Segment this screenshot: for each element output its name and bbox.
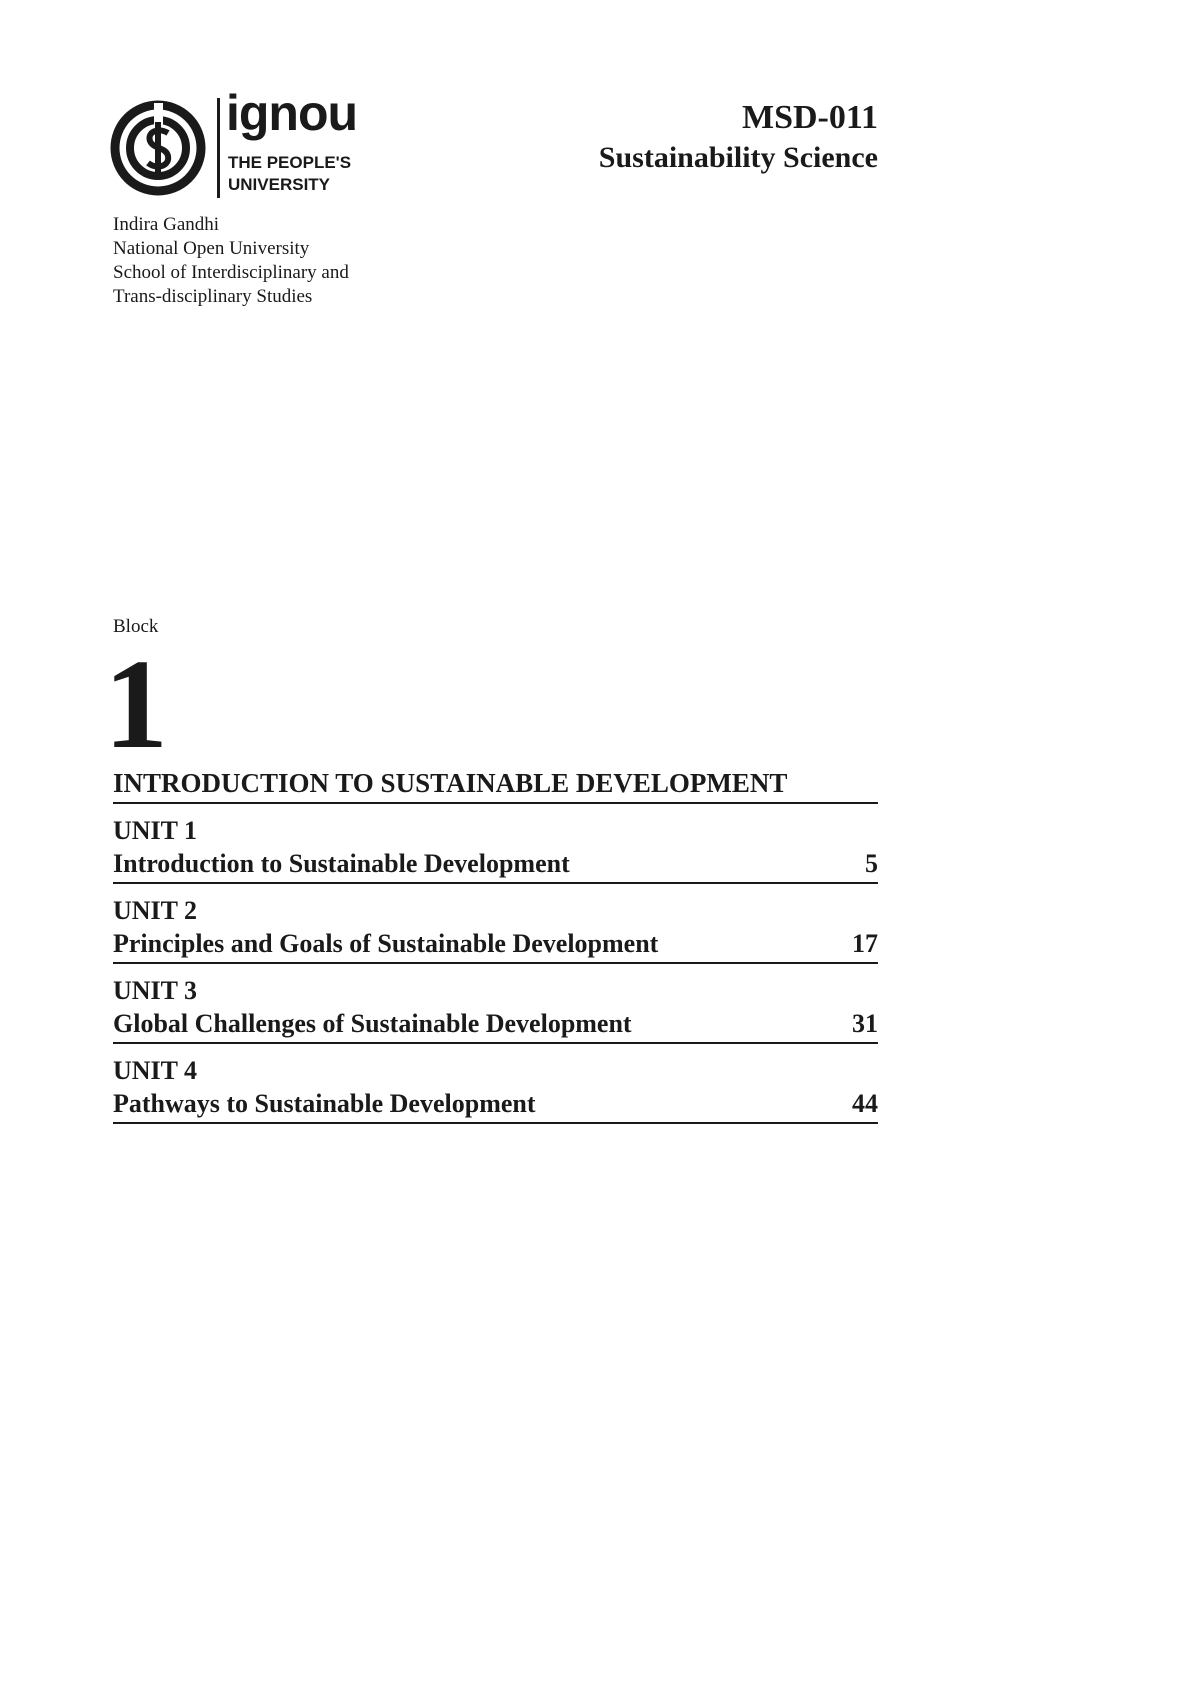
block-label: Block <box>113 616 159 637</box>
unit-row <box>113 927 878 961</box>
table-of-contents <box>113 766 878 1124</box>
unit-title: Pathways to Sustainable Development <box>113 1089 536 1118</box>
course-title: Sustainability Science <box>598 141 878 174</box>
unit-row <box>113 1007 878 1041</box>
institution-line-3: School of Interdisciplinary and <box>113 262 349 283</box>
institution-address <box>113 213 349 309</box>
tagline-line-2: UNIVERSITY <box>228 175 331 194</box>
logo-divider <box>217 98 220 198</box>
tagline-line-1: THE PEOPLE'S <box>228 153 352 172</box>
unit-label: UNIT 3 <box>113 976 198 1005</box>
unit-label: UNIT 1 <box>113 816 198 845</box>
block-number: 1 <box>104 633 168 775</box>
institution-line-4: Trans-disciplinary Studies <box>113 286 313 307</box>
toc-entry[interactable] <box>113 1044 878 1124</box>
toc-entry[interactable] <box>113 804 878 884</box>
toc-entry[interactable] <box>113 884 878 964</box>
logo-tagline <box>228 152 351 196</box>
unit-title: Global Challenges of Sustainable Development <box>113 1009 632 1038</box>
unit-row <box>113 847 878 881</box>
ignou-emblem-icon <box>110 100 210 200</box>
unit-page-number: 31 <box>852 1009 878 1038</box>
unit-title: Introduction to Sustainable Development <box>113 849 570 878</box>
unit-page-number: 17 <box>852 929 878 958</box>
unit-row <box>113 1087 878 1121</box>
course-header <box>599 98 878 178</box>
ignou-logo <box>110 85 370 206</box>
toc-entry[interactable] <box>113 964 878 1044</box>
unit-label: UNIT 4 <box>113 1056 198 1085</box>
unit-label: UNIT 2 <box>113 896 198 925</box>
unit-page-number: 44 <box>852 1089 878 1118</box>
unit-page-number: 5 <box>865 849 878 878</box>
unit-title: Principles and Goals of Sustainable Development <box>113 929 659 958</box>
institution-line-2: National Open University <box>113 238 310 259</box>
course-code: MSD-011 <box>742 99 878 136</box>
block-title: INTRODUCTION TO SUSTAINABLE DEVELOPMENT <box>113 766 878 804</box>
logo-wordmark: ignou <box>226 85 358 141</box>
institution-line-1: Indira Gandhi <box>113 214 220 235</box>
